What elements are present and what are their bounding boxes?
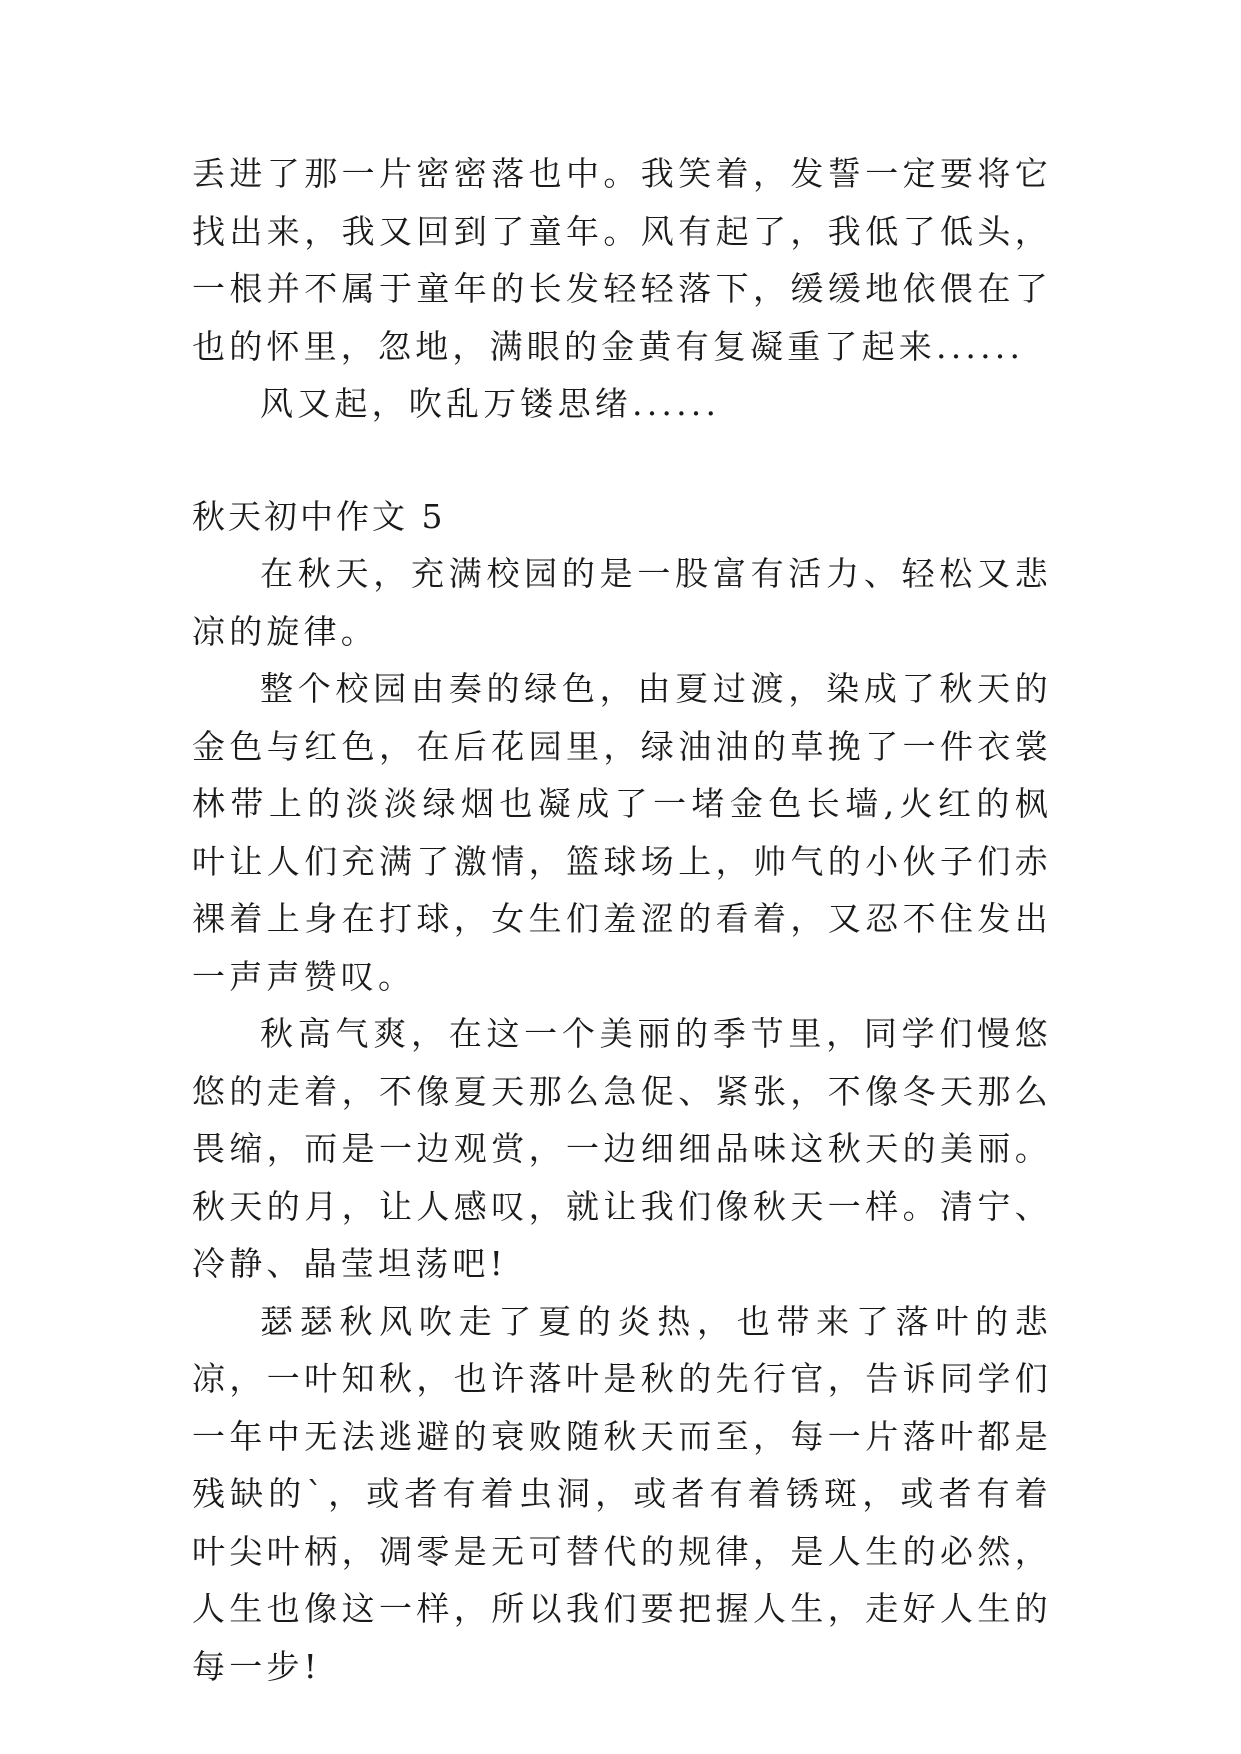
section-spacer: [192, 433, 1052, 488]
paragraph-continuation: 丢进了那一片密密落也中。我笑着，发誓一定要将它找出来，我又回到了童年。风有起了，我低了低头，一根并不属于童年的长发轻轻落下，缓缓地依偎在了也的怀里，忽地，满眼的金黄有复凝重了起来......: [192, 154, 1052, 366]
paragraph-wind: 风又起，吹乱万镂思绪......: [260, 384, 721, 423]
paragraph-1: 在秋天，充满校园的是一股富有活力、轻松又悲凉的旋律。: [192, 554, 1052, 651]
paragraph-3: 秋高气爽，在这一个美丽的季节里，同学们慢悠悠的走着，不像夏天那么急促、紧张，不像冬天那么畏缩，而是一边观赏，一边细细品味这秋天的美丽。秋天的月，让人感叹，就让我们像秋天一样。清宁、冷静、晶莹坦荡吧!: [192, 1014, 1052, 1283]
section-title: 秋天初中作文 5: [192, 496, 446, 536]
paragraph-2: 整个校园由奏的绿色，由夏过渡，染成了秋天的金色与红色，在后花园里，绿油油的草挽了一件衣裳林带上的淡淡绿烟也凝成了一堵金色长墙,火红的枫叶让人们充满了激情，篮球场上，帅气的小伙子们赤裸着上身在打球，女生们羞涩的看着，又忍不住发出一声声赞叹。: [192, 669, 1052, 996]
document-page: [192, 145, 1052, 1695]
paragraph-4: 瑟瑟秋风吹走了夏的炎热，也带来了落叶的悲凉，一叶知秋，也许落叶是秋的先行官，告诉同学们一年中无法逃避的衰败随秋天而至，每一片落叶都是残缺的`，或者有着虫洞，或者有着锈斑，或者有着叶尖叶柄，凋零是无可替代的规律，是人生的必然，人生也像这一样，所以我们要把握人生，走好人生的每一步!: [192, 1301, 1052, 1686]
